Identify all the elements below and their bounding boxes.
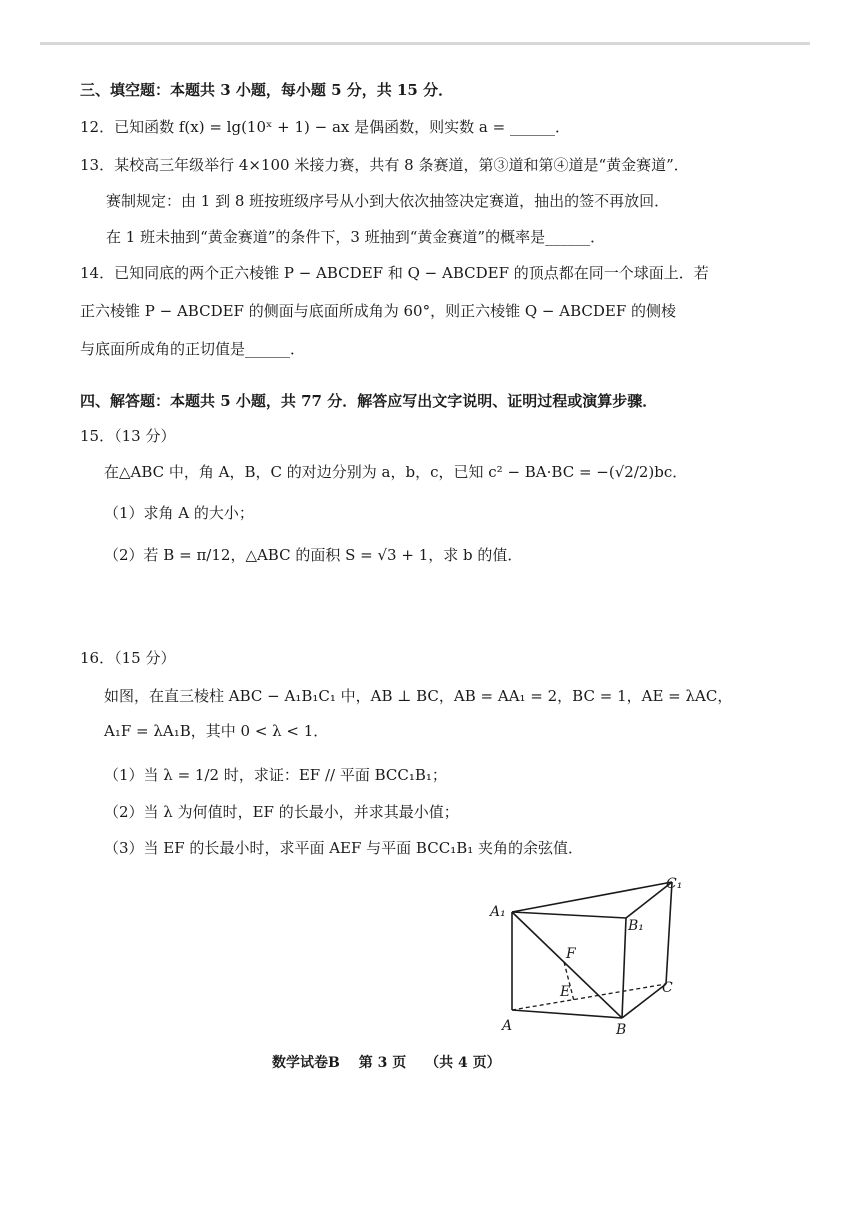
label-b: B bbox=[616, 1022, 627, 1038]
edge-c-c1 bbox=[666, 882, 672, 984]
footer-paper-name: 数学试卷B bbox=[272, 1055, 340, 1071]
question-16-part-3: （3）当 EF 的长最小时，求平面 AEF 与平面 BCC₁B₁ 夹角的余弦值． bbox=[104, 839, 584, 857]
question-13-line-2: 赛制规定：由 1 到 8 班按班级序号从小到大依次抽签决定赛道，抽出的签不再放回． bbox=[106, 192, 670, 210]
edge-a1-c1 bbox=[512, 882, 672, 912]
question-15-stem: 在△ABC 中，角 A，B，C 的对边分别为 a，b，c，已知 c² − BA·BC = −(√2/2)bc． bbox=[104, 463, 688, 481]
question-16-part-2: （2）当 λ 为何值时，EF 的长最小，并求其最小值； bbox=[104, 803, 459, 821]
label-a: A bbox=[502, 1018, 513, 1034]
question-15-part-1: （1）求角 A 的大小； bbox=[104, 504, 254, 522]
question-13-line-3: 在 1 班未抽到“黄金赛道”的条件下，3 班抽到“黄金赛道”的概率是______． bbox=[106, 228, 606, 246]
question-14-line-3: 与底面所成角的正切值是______． bbox=[80, 340, 306, 358]
edge-b-c bbox=[622, 984, 666, 1018]
edge-b-b1 bbox=[622, 918, 626, 1018]
section-4-heading: 四、解答题：本题共 5 小题，共 77 分．解答应写出文字说明、证明过程或演算步骤． bbox=[80, 392, 658, 410]
edge-a1-b1 bbox=[512, 912, 626, 918]
footer-page-number: 第 3 页 bbox=[358, 1055, 407, 1071]
label-f: F bbox=[566, 946, 576, 962]
question-15-header: 15．（13 分） bbox=[80, 427, 176, 445]
label-b1: B₁ bbox=[628, 918, 644, 934]
question-16-header: 16．（15 分） bbox=[80, 649, 176, 667]
question-14-line-1: 14．已知同底的两个正六棱锥 P − ABCDEF 和 Q − ABCDEF 的顶点都在同一个球面上．若 bbox=[80, 264, 709, 282]
page-footer bbox=[272, 1052, 515, 1072]
segment-a1-b bbox=[512, 912, 622, 1018]
top-rule bbox=[40, 42, 810, 45]
question-16-stem-1: 如图，在直三棱柱 ABC − A₁B₁C₁ 中，AB ⊥ BC，AB = AA₁ = 2，BC = 1，AE = λAC， bbox=[104, 687, 733, 705]
label-e: E bbox=[560, 984, 571, 1000]
edge-a-b bbox=[512, 1010, 622, 1018]
label-c1: C₁ bbox=[666, 876, 683, 892]
label-a1: A₁ bbox=[490, 904, 506, 920]
footer-total-pages: （共 4 页） bbox=[425, 1055, 501, 1071]
question-12: 12．已知函数 f(x) = lg(10ˣ + 1) − ax 是偶函数，则实数 a = ______． bbox=[80, 118, 570, 136]
label-c: C bbox=[662, 980, 673, 996]
prism-figure bbox=[488, 868, 698, 1038]
edge-a-c-hidden bbox=[512, 984, 666, 1010]
question-16-part-1: （1）当 λ = 1/2 时，求证：EF // 平面 BCC₁B₁； bbox=[104, 766, 447, 784]
question-15-part-2: （2）若 B = π/12，△ABC 的面积 S = √3 + 1，求 b 的值． bbox=[104, 546, 523, 564]
question-16-stem-2: A₁F = λA₁B，其中 0 < λ < 1． bbox=[104, 722, 329, 740]
question-13-line-1: 13．某校高三年级举行 4×100 米接力赛，共有 8 条赛道，第③道和第④道是“黄金赛道”． bbox=[80, 156, 689, 174]
section-3-heading: 三、填空题：本题共 3 小题，每小题 5 分，共 15 分． bbox=[80, 81, 454, 99]
question-14-line-2: 正六棱锥 P − ABCDEF 的侧面与底面所成角为 60°，则正六棱锥 Q − ABCDEF 的侧棱 bbox=[80, 302, 677, 320]
